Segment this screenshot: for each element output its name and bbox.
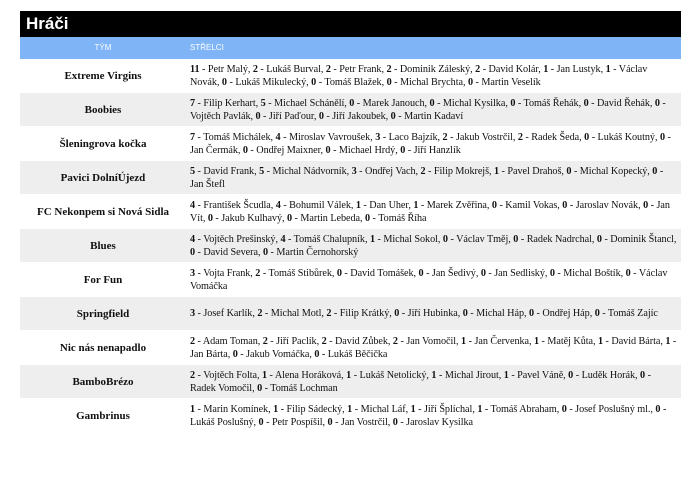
- player-name: Laco Bajzík: [388, 131, 438, 143]
- player-name: Michael Schánělí: [274, 97, 345, 109]
- player-name: Jakub Vomáčka: [246, 348, 310, 360]
- shooters-text: 7 - Filip Kerhart, 5 - Michael Schánělí, 0 - Marek Janouch, 0 - Michal Kysilka, 0 - Tomáš Řehák, 0 - David Řehák, 0 - Vojtěch Pavlák, 0 - Jiří Paďour, 0 - Jiří Jakoubek, 0 - Martin Kadaví: [190, 97, 666, 122]
- page-title: Hráči: [20, 11, 681, 37]
- player-name: Jan Bárta: [190, 348, 228, 360]
- goal-count: 5: [259, 165, 265, 177]
- player-name: Tomáš Chalupník: [293, 233, 365, 245]
- goal-count: 0: [654, 97, 660, 109]
- player-name: Dominik Záleský: [399, 63, 471, 75]
- player-name: Vojta Frank: [203, 267, 251, 279]
- shooters-text: 3 - Vojta Frank, 2 - Tomáš Stibůrek, 0 - David Tomášek, 0 - Jan Šedivý, 0 - Jan Sedliský, 0 - Michal Boštík, 0 - Václav Vomáčka: [190, 267, 668, 292]
- team-name: Boobies: [84, 103, 122, 116]
- player-name: Václav Tměj: [456, 233, 509, 245]
- goal-count: 0: [640, 369, 646, 381]
- shooters-text: 11 - Petr Malý, 2 - Lukáš Burval, 2 - Petr Frank, 2 - Dominik Záleský, 2 - David Kolár, 1 - Jan Lustyk, 1 - Václav Novák, 0 - Lukáš Mikulecký, 0 - Tomáš Blažek, 0 - Michal Brychta, 0 - Martin Veselík: [190, 63, 648, 88]
- goal-count: 1: [665, 335, 671, 347]
- team-name: FC Nekonpem si Nová Sidla: [36, 205, 170, 218]
- goal-count: 1: [598, 335, 604, 347]
- player-name: Václav Novák: [190, 63, 648, 88]
- goal-count: 0: [429, 97, 435, 109]
- goal-count: 4: [275, 131, 281, 143]
- goal-count: 0: [336, 267, 342, 279]
- player-name: Jan Lustyk: [556, 63, 601, 75]
- player-name: Josef Karlík: [203, 308, 253, 319]
- table-row: [20, 127, 681, 161]
- player-name: Ondřej Háp: [542, 308, 590, 319]
- player-name: Filip Krátký: [339, 308, 390, 319]
- table-row: [20, 399, 681, 433]
- table-row: [20, 161, 681, 195]
- player-name: Pavel Drahoš: [507, 165, 562, 177]
- shooters-list: [186, 59, 681, 92]
- player-name: Radek Vomočil: [190, 382, 253, 394]
- goal-count: 1: [605, 63, 611, 75]
- player-name: Jiří Paďour: [268, 110, 314, 122]
- player-name: Marek Janouch: [362, 97, 425, 109]
- goal-count: 0: [327, 416, 333, 428]
- goal-count: 1: [543, 63, 549, 75]
- player-name: Jan Červenka: [474, 335, 529, 347]
- player-name: Jan Vít: [190, 199, 670, 224]
- goal-count: 0: [232, 348, 238, 360]
- goal-count: 2: [442, 131, 448, 143]
- player-name: František Šcudla: [203, 199, 271, 211]
- player-name: Jan Vomočil: [406, 335, 457, 347]
- goal-count: 0: [549, 267, 555, 279]
- goal-count: 2: [420, 165, 426, 177]
- goal-count: 1: [346, 369, 352, 381]
- shooters-list: [186, 229, 681, 262]
- player-name: Vojtěch Pavlák: [190, 110, 251, 122]
- shooters-list: [186, 195, 681, 228]
- team-name: Springfield: [76, 307, 130, 320]
- header-team: TÝM: [94, 43, 112, 52]
- player-name: Josef Poslušný ml.: [575, 403, 651, 415]
- goal-count: 0: [480, 267, 486, 279]
- shooters-text: 2 - Adam Toman, 2 - Jiří Paclík, 2 - David Zůbek, 2 - Jan Vomočil, 1 - Jan Červenka, 1 - Matěj Kůta, 1 - David Bárta, 1 - Jan Bárta, 0 - Jakub Vomáčka, 0 - Lukáš Běčička: [190, 335, 677, 360]
- player-name: Tomáš Michálek: [203, 131, 271, 143]
- goal-count: 1: [534, 335, 540, 347]
- player-name: Michal Háp: [476, 308, 524, 319]
- goal-count: 0: [562, 199, 568, 211]
- player-name: Kamil Vokas: [505, 199, 558, 211]
- player-name: David Zůbek: [335, 335, 388, 347]
- goal-count: 5: [260, 97, 266, 109]
- goal-count: 0: [349, 97, 355, 109]
- player-name: Matěj Kůta: [547, 335, 594, 347]
- goal-count: 2: [190, 335, 196, 347]
- table-row: [20, 195, 681, 229]
- goal-count: 1: [273, 403, 279, 415]
- player-name: Tomáš Stibůrek: [268, 267, 332, 279]
- player-name: Michal Nádvorník: [272, 165, 347, 177]
- goal-count: 2: [386, 63, 392, 75]
- table-row: [20, 59, 681, 93]
- player-name: Pavel Váně: [517, 369, 564, 381]
- player-name: Marek Zvěřina: [426, 199, 487, 211]
- goal-count: 1: [347, 403, 353, 415]
- goal-count: 0: [365, 212, 371, 224]
- players-table: [20, 11, 681, 433]
- goal-count: 0: [643, 199, 649, 211]
- player-name: Ondřej Vach: [365, 165, 416, 177]
- player-name: Jaroslav Kysilka: [406, 416, 473, 428]
- table-row: [20, 263, 681, 297]
- goal-count: 0: [566, 165, 572, 177]
- player-name: Michael Hrdý: [338, 144, 396, 156]
- goal-count: 0: [318, 110, 324, 122]
- player-name: Michal Boštík: [563, 267, 621, 279]
- player-name: Jan Čermák: [190, 144, 238, 156]
- goal-count: 0: [221, 76, 227, 88]
- shooters-list: [186, 263, 681, 296]
- goal-count: 2: [321, 335, 327, 347]
- table-body: [20, 59, 681, 433]
- goal-count: 1: [261, 369, 268, 381]
- goal-count: 3: [190, 308, 196, 319]
- goal-count: 2: [475, 63, 481, 75]
- goal-count: 0: [394, 308, 400, 319]
- goal-count: 0: [594, 308, 600, 319]
- goal-count: 0: [491, 199, 497, 211]
- goal-count: 0: [561, 403, 567, 415]
- goal-count: 2: [262, 335, 268, 347]
- goal-count: 3: [190, 267, 196, 279]
- player-name: Jiří Hanzlík: [413, 144, 461, 156]
- goal-count: 4: [280, 233, 286, 245]
- player-name: Lukáš Běčička: [327, 348, 388, 360]
- player-name: Tomáš Lochman: [270, 382, 338, 394]
- goal-count: 11: [190, 63, 200, 75]
- shooters-list: [186, 399, 681, 432]
- player-name: Tomáš Blažek: [324, 76, 382, 88]
- team-name: Extreme Virgins: [64, 69, 142, 82]
- goal-count: 0: [462, 308, 468, 319]
- goal-count: 4: [190, 199, 196, 211]
- table-row: [20, 297, 681, 331]
- goal-count: 1: [369, 233, 375, 245]
- goal-count: 0: [207, 212, 213, 224]
- goal-count: 0: [392, 416, 398, 428]
- goal-count: 2: [257, 308, 263, 319]
- shooters-text: 3 - Josef Karlík, 2 - Michal Motl, 2 - Filip Krátký, 0 - Jiří Hubinka, 0 - Michal Háp, 0 - Ondřej Háp, 0 - Tomáš Zajíc: [190, 308, 658, 319]
- player-name: Tomáš Řehák: [523, 97, 579, 109]
- goal-count: 5: [190, 165, 196, 177]
- player-name: Martin Černohorský: [276, 246, 359, 258]
- shooters-text: 5 - David Frank, 5 - Michal Nádvorník, 3 - Ondřej Vach, 2 - Filip Mokrejš, 1 - Pavel Drahoš, 0 - Michal Kopecký, 0 - Jan Štefl: [190, 165, 664, 190]
- goal-count: 1: [355, 199, 361, 211]
- goal-count: 0: [242, 144, 248, 156]
- player-name: Lukáš Burval: [266, 63, 321, 75]
- team-name: BamboBrézo: [72, 375, 134, 388]
- goal-count: 0: [258, 416, 264, 428]
- goal-count: 0: [442, 233, 448, 245]
- team-name: Blues: [90, 239, 116, 252]
- player-name: Jakub Kulhavý: [221, 212, 283, 224]
- player-name: Lukáš Netolický: [359, 369, 427, 381]
- player-name: Vojtěch Prešinský: [203, 233, 276, 245]
- goal-count: 0: [255, 110, 261, 122]
- goal-count: 1: [413, 199, 419, 211]
- player-name: David Frank: [203, 165, 255, 177]
- team-name: For Fun: [83, 273, 123, 286]
- goal-count: 0: [418, 267, 424, 279]
- header-shooters: STŘELCI: [190, 43, 224, 52]
- player-name: Petr Malý: [207, 63, 248, 75]
- goal-count: 0: [625, 267, 631, 279]
- goal-count: 2: [325, 63, 331, 75]
- goal-count: 0: [262, 246, 268, 258]
- player-name: Michal Brychta: [400, 76, 463, 88]
- team-name: Gambrinus: [76, 409, 130, 422]
- player-name: Tomáš Říha: [378, 212, 427, 224]
- goal-count: 2: [517, 131, 523, 143]
- goal-count: 0: [513, 233, 519, 245]
- goal-count: 0: [596, 233, 602, 245]
- player-name: Martin Lebeda: [300, 212, 361, 224]
- goal-count: 0: [584, 131, 590, 143]
- player-name: Ondřej Maixner: [256, 144, 321, 156]
- player-name: Michal Sokol: [383, 233, 438, 245]
- shooters-list: [186, 127, 681, 160]
- goal-count: 0: [400, 144, 406, 156]
- goal-count: 2: [252, 63, 258, 75]
- shooters-text: 2 - Vojtěch Folta, 1 - Alena Horáková, 1 - Lukáš Netolický, 1 - Michal Jirout, 1 - Pavel Váně, 0 - Luděk Horák, 0 - Radek Vomočil, 0 - Tomáš Lochman: [190, 369, 651, 394]
- goal-count: 0: [190, 246, 196, 258]
- shooters-text: 1 - Marin Komínek, 1 - Filip Sádecký, 1 - Michal Láf, 1 - Jiří Šplíchal, 1 - Tomáš Abraham, 0 - Josef Poslušný ml., 0 - Lukáš Poslušný, 0 - Petr Pospíšil, 0 - Jan Vostrčil, 0 - Jaroslav Kysilka: [190, 403, 667, 428]
- goal-count: 3: [351, 165, 357, 177]
- team-name: Nic nás nenapadlo: [59, 341, 147, 354]
- goal-count: 1: [431, 369, 437, 381]
- player-name: Marin Komínek: [203, 403, 269, 415]
- player-name: Michal Motl: [270, 308, 322, 319]
- player-name: Petr Frank: [339, 63, 382, 75]
- goal-count: 0: [314, 348, 320, 360]
- goal-count: 0: [287, 212, 293, 224]
- player-name: Lukáš Mikulecký: [235, 76, 307, 88]
- player-name: David Řehák: [596, 97, 650, 109]
- player-name: David Kolár: [488, 63, 539, 75]
- player-name: Tomáš Abraham: [490, 403, 557, 415]
- player-name: Jan Štefl: [190, 178, 225, 190]
- shooters-text: 4 - František Šcudla, 4 - Bohumil Válek, 1 - Dan Uher, 1 - Marek Zvěřina, 0 - Kamil Vokas, 0 - Jaroslav Novák, 0 - Jan Vít, 0 - Jakub Kulhavý, 0 - Martin Lebeda, 0 - Tomáš Říha: [190, 199, 670, 224]
- player-name: Lukáš Koutný: [597, 131, 655, 143]
- goal-count: 0: [659, 131, 665, 143]
- goal-count: 2: [326, 308, 332, 319]
- player-name: Adam Toman: [202, 335, 258, 347]
- player-name: Radek Šeda: [531, 131, 580, 143]
- player-name: David Severa: [203, 246, 258, 258]
- shooters-text: 7 - Tomáš Michálek, 4 - Miroslav Vavroušek, 3 - Laco Bajzík, 2 - Jakub Vostrčil, 2 - Radek Šeda, 0 - Lukáš Koutný, 0 - Jan Čermák, 0 - Ondřej Maixner, 0 - Michael Hrdý, 0 - Jiří Hanzlík: [190, 131, 671, 156]
- player-name: Lukáš Poslušný: [190, 416, 254, 428]
- table-row: [20, 365, 681, 399]
- team-name: Šleningrova kočka: [59, 137, 147, 150]
- team-name: Pavici DolníÚjezd: [60, 171, 146, 184]
- goal-count: 4: [275, 199, 281, 211]
- goal-count: 2: [190, 369, 196, 381]
- player-name: Filip Kerhart: [203, 97, 256, 109]
- player-name: Martin Kadaví: [404, 110, 464, 122]
- player-name: Jiří Šplíchal: [424, 403, 473, 415]
- goal-count: 0: [568, 369, 574, 381]
- goal-count: 0: [655, 403, 661, 415]
- goal-count: 0: [583, 97, 589, 109]
- player-name: Bohumil Válek: [289, 199, 351, 211]
- goal-count: 0: [652, 165, 658, 177]
- player-name: Jakub Vostrčil: [455, 131, 513, 143]
- table-row: [20, 93, 681, 127]
- goal-count: 3: [375, 131, 381, 143]
- goal-count: 0: [510, 97, 516, 109]
- table-row: [20, 331, 681, 365]
- goal-count: 7: [190, 131, 196, 143]
- goal-count: 0: [257, 382, 263, 394]
- shooters-list: [186, 297, 681, 330]
- player-name: Jan Vostrčil: [340, 416, 388, 428]
- player-name: David Bárta: [611, 335, 661, 347]
- player-name: Michal Kopecký: [579, 165, 648, 177]
- player-name: Michal Jirout: [444, 369, 499, 381]
- goal-count: 1: [190, 403, 196, 415]
- goal-count: 1: [461, 335, 467, 347]
- goal-count: 0: [325, 144, 331, 156]
- shooters-text: 4 - Vojtěch Prešinský, 4 - Tomáš Chalupník, 1 - Michal Sokol, 0 - Václav Tměj, 0 - Radek Nadrchal, 0 - Dominik Štancl, 0 - David Severa, 0 - Martin Černohorský: [190, 233, 677, 258]
- player-name: Michal Láf: [360, 403, 406, 415]
- goal-count: 7: [190, 97, 196, 109]
- goal-count: 0: [467, 76, 473, 88]
- player-name: Jiří Paclík: [276, 335, 317, 347]
- goal-count: 4: [190, 233, 196, 245]
- goal-count: 2: [392, 335, 398, 347]
- goal-count: 0: [311, 76, 317, 88]
- shooters-list: [186, 331, 681, 364]
- player-name: Jan Šedivý: [431, 267, 476, 279]
- player-name: Václav Vomáčka: [190, 267, 668, 292]
- player-name: Luděk Horák: [581, 369, 636, 381]
- player-name: Jan Sedliský: [494, 267, 545, 279]
- player-name: Filip Mokrejš: [433, 165, 489, 177]
- shooters-list: [186, 365, 681, 398]
- player-name: Jiří Jakoubek: [332, 110, 386, 122]
- goal-count: 0: [390, 110, 396, 122]
- goal-count: 0: [529, 308, 535, 319]
- player-name: Tomáš Zajíc: [607, 308, 658, 319]
- shooters-list: [186, 93, 681, 126]
- player-name: Jaroslav Novák: [575, 199, 639, 211]
- player-name: Radek Nadrchal: [526, 233, 592, 245]
- shooters-list: [186, 161, 681, 194]
- goal-count: 1: [503, 369, 509, 381]
- player-name: Jiří Hubinka: [407, 308, 458, 319]
- player-name: Alena Horáková: [274, 369, 342, 381]
- player-name: Petr Pospíšil: [271, 416, 323, 428]
- player-name: Martin Veselík: [481, 76, 541, 88]
- player-name: David Tomášek: [350, 267, 414, 279]
- table-row: [20, 229, 681, 263]
- player-name: Vojtěch Folta: [203, 369, 257, 381]
- player-name: Dan Uher: [369, 199, 409, 211]
- player-name: Dominik Štancl: [610, 233, 674, 245]
- goal-count: 0: [386, 76, 392, 88]
- goal-count: 2: [255, 267, 261, 279]
- goal-count: 1: [477, 403, 483, 415]
- player-name: Filip Sádecký: [286, 403, 343, 415]
- goal-count: 1: [494, 165, 500, 177]
- goal-count: 1: [410, 403, 416, 415]
- table-header: [20, 37, 681, 59]
- player-name: Miroslav Vavroušek: [288, 131, 371, 143]
- player-name: Michal Kysilka: [442, 97, 506, 109]
